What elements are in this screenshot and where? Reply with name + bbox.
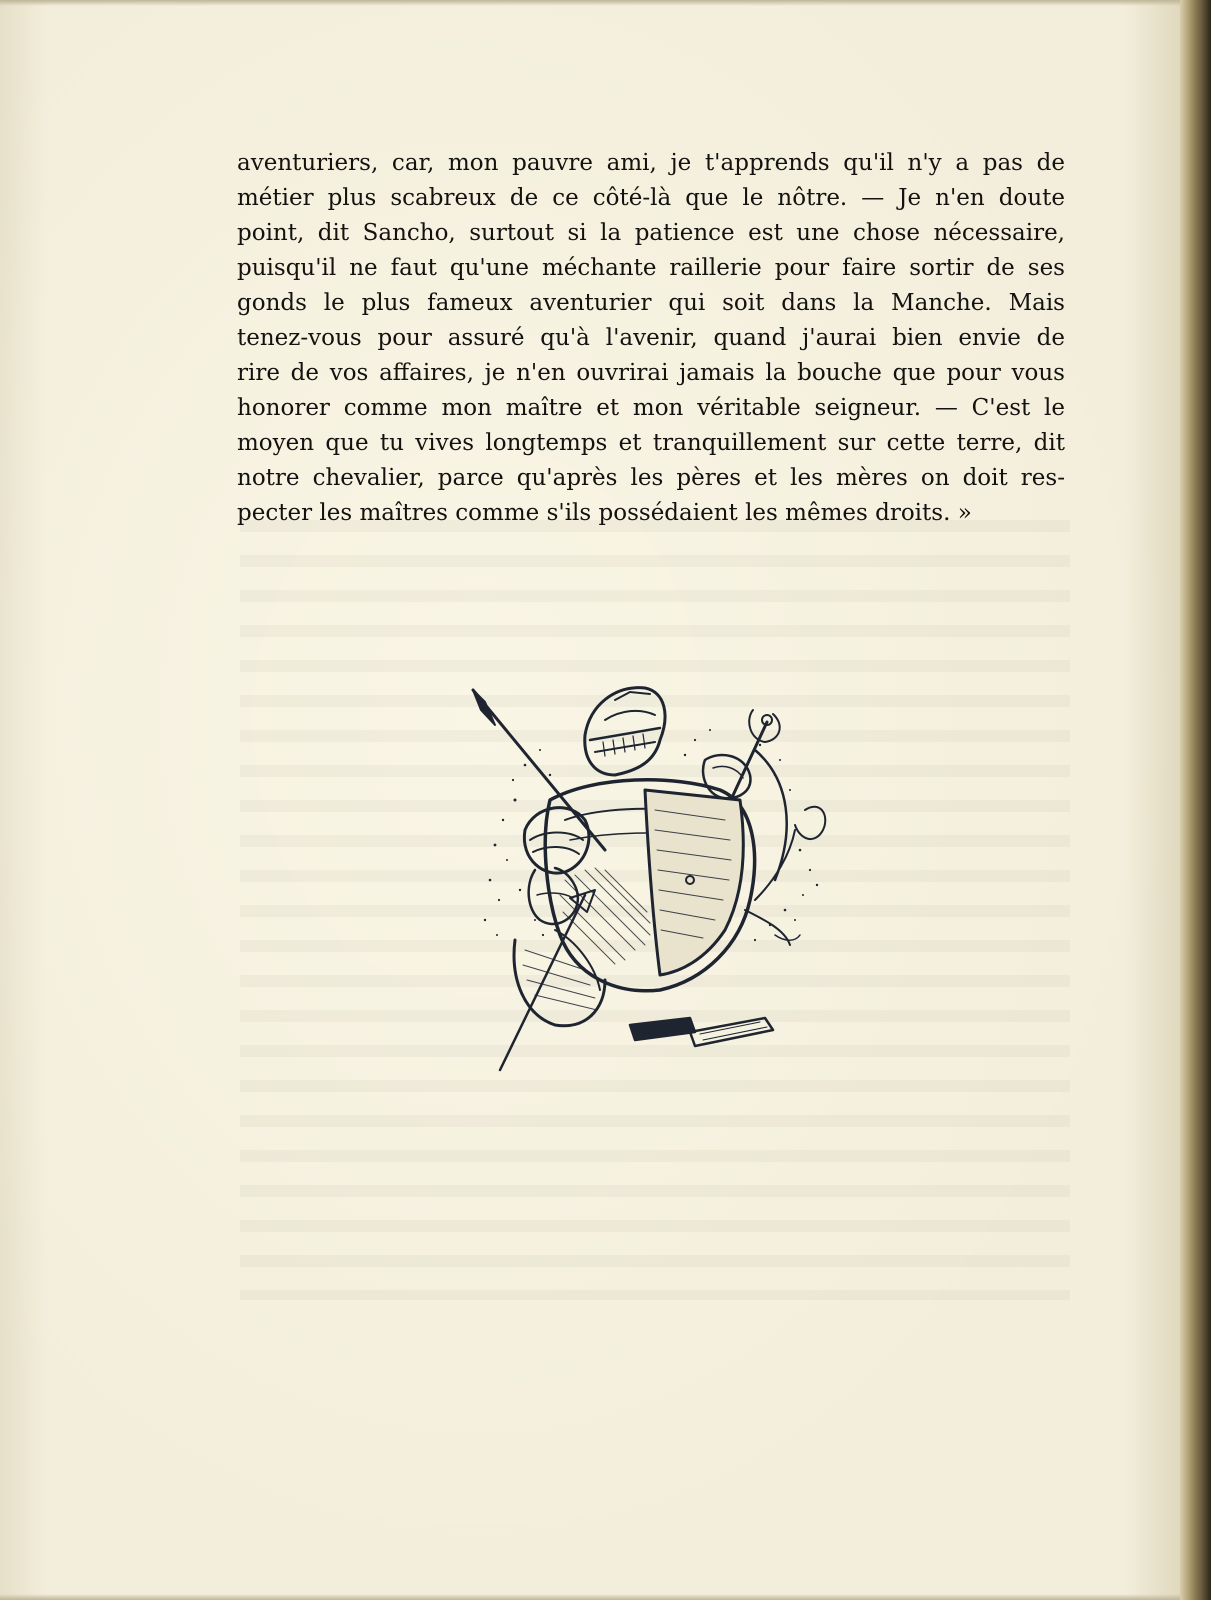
text-line: notre chevalier, parce qu'après les pères et les mères on doit res- — [237, 465, 1065, 491]
book-binding-edge — [1180, 0, 1211, 1600]
armored-knight-illustration — [455, 680, 845, 1080]
text-line: métier plus scabreux de ce côté-là que le nôtre. — Je n'en doute — [237, 185, 1065, 211]
text-line-last: pecter les maîtres comme s'ils possédaient les mêmes droits. » — [237, 500, 972, 526]
text-line: aventuriers, car, mon pauvre ami, je t'apprends qu'il n'y a pas de — [237, 150, 1065, 176]
text-line: gonds le plus fameux aventurier qui soit dans la Manche. Mais — [237, 290, 1065, 316]
text-line: moyen que tu vives longtemps et tranquillement sur cette terre, dit — [237, 430, 1065, 456]
text-line: point, dit Sancho, surtout si la patience est une chose nécessaire, — [237, 220, 1065, 246]
body-text — [237, 146, 1065, 531]
text-line: rire de vos affaires, je n'en ouvrirai jamais la bouche que pour vous — [237, 360, 1065, 386]
page-top-edge — [0, 0, 1195, 6]
text-line: puisqu'il ne faut qu'une méchante raillerie pour faire sortir de ses — [237, 255, 1065, 281]
text-line: honorer comme mon maître et mon véritable seigneur. — C'est le — [237, 395, 1065, 421]
text-line: tenez-vous pour assuré qu'à l'avenir, quand j'aurai bien envie de — [237, 325, 1065, 351]
page-bottom-edge — [0, 1594, 1195, 1600]
